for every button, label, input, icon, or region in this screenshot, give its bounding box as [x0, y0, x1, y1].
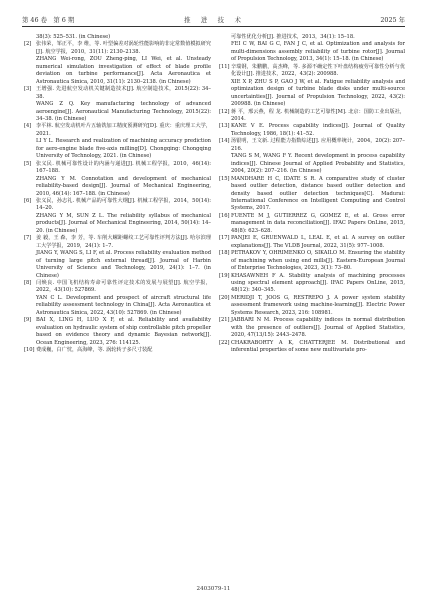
reference-text: MANDHARE H C, IDATE S R. A comparative study of cluster based outlier detection, distance based outlier detection and density based outlier detection techniques[C]. Madurai: International Conference on Intelligent Computing and Control Systems, 2017.: [231, 175, 405, 212]
reference-entry: [24, 161, 211, 176]
reference-number: [9]: [24, 317, 32, 324]
reference-text: 费成巍，白广忱，高海峰，等. 涡轮转子多尺寸装配: [36, 347, 153, 354]
reference-number: [14]: [219, 138, 230, 145]
reference-entry: [219, 109, 405, 124]
reference-text: PETRAKOV Y, OHRIMENKO O, SIKAILO M. Ensuring the stability of machining when using end mills[J]. Eastern-European Journal of Enterprise Technologies, 2023, 3(1): 73–80.: [231, 250, 405, 272]
reference-text: JABBARI N M. Process capability indices in normal distribution with the presence of outliers[J]. Journal of Applied Statistics, 2020, 47(13/15): 2443–2478.: [231, 317, 405, 339]
reference-number: [2]: [24, 41, 32, 48]
reference-number: [4]: [24, 123, 32, 130]
reference-entry: [24, 317, 211, 347]
reference-text: FUENTE M J, GUTIERREZ G, GOMEZ E, et al. Gross error management in data reconciliation[J]. IFAC Papers OnLine, 2015, 48(8): 623–628.: [231, 212, 405, 234]
reference-number: [22]: [219, 339, 230, 346]
reference-text: KHASAWNEH F A. Stability analysis of machining processes using spectral element approach[J]. IFAC Papers OnLine, 2015, 48(12): 340–345.: [231, 272, 405, 294]
reference-entry: [24, 101, 211, 123]
reference-text: 张义民，孙志礼. 机械产品的可靠性大纲[J]. 机械工程学报，2014，50(14): 14–20.: [36, 197, 211, 212]
reference-text: 张义民. 机械可靠性设计的内涵与递进[J]. 机械工程学报，2010，46(14): 167–188.: [36, 160, 211, 175]
reference-number: [16]: [219, 212, 230, 219]
reference-text: 王增强. 先进航空发动机关键制造技术[J]. 航空制造技术，2015(22): 34–38.: [36, 86, 211, 100]
reference-number: [12]: [219, 108, 230, 115]
reference-number: [13]: [219, 123, 230, 130]
reference-number: [18]: [219, 250, 230, 257]
reference-entry: [219, 153, 405, 175]
header-issue: 第 46 卷 第 6 期: [22, 16, 75, 24]
reference-number: [11]: [219, 63, 230, 70]
reference-number: [21]: [219, 317, 230, 324]
reference-number: [20]: [219, 294, 230, 301]
reference-entry: [219, 317, 405, 339]
reference-text: 辛瑞钢，朱鹏鹏，高杰峰，等. 多源不确定性下叶盘结构疲劳可靠性分析与优化设计[J]. 推进技术，2022，43(2): 200988.: [231, 63, 405, 78]
reference-entry: [24, 280, 211, 295]
reference-text: YAN C L. Development and prospect of aircraft structural life reliability assessment technology in China[J]. Acta Aeronautica et Astronautica Sinica, 2022, 43(10): 527869. (in Chinese): [36, 294, 211, 316]
reference-entry: [219, 340, 405, 355]
reference-text: ZHANG Y M. Connotation and development of mechanical reliability-based design[J]. Journal of Mechanical Engineering, 2010, 46(14): 167–188. (in Chinese): [36, 175, 211, 197]
reference-entry: [24, 250, 211, 280]
reference-text: 姜 毅，王 森，李 芳，等. 车削大螺距螺纹工艺可靠性评判方法[J]. 哈尔滨理工大学学报，2019，24(1): 1–7.: [36, 235, 211, 249]
reference-text: 汤银明，王文新. 过程能力指数综述[J]. 应用概率统计，2004，20(2): 207–216.: [231, 138, 405, 152]
reference-number: [7]: [24, 235, 32, 242]
reference-text: 38(3): 525–531. (in Chinese): [36, 34, 111, 40]
reference-text: XIE X P, ZHU S P, GAO J W, et al. Fatigue reliability analysis and optimization design of turbine blade disks under multi-source uncertainties[J]. Journal of Propulsion Technology, 2022, 43(2): 200988. (in Chinese): [231, 78, 405, 108]
reference-entry: [24, 295, 211, 317]
reference-text: 可靠性优化分析[J]. 推进技术，2013，34(1): 15–18.: [231, 34, 355, 40]
reference-entry: [219, 176, 405, 213]
reference-entry: [219, 79, 405, 109]
reference-entry: [24, 123, 211, 138]
reference-number: [19]: [219, 272, 230, 279]
reference-text: ZHANG Y M, SUN Z L. The reliability syllabus of mechanical products[J]. Journal of Mechanical Engineering, 2014, 50(14): 14–20. (in Chinese): [36, 212, 211, 234]
reference-entry: [219, 64, 405, 79]
reference-text: 蒋 平，邢云燕，程 龙. 机械制造的工艺可靠性[M]. 北京：国防工业出版社，2014.: [231, 108, 405, 122]
reference-text: MERIDJI T, JOOS G, RESTREPO J. A power system stability assessment framework using machine-learning[J]. Electric Power Systems Research, 2023, 216: 108981.: [231, 294, 405, 316]
reference-number: [10]: [24, 347, 35, 354]
reference-number: [5]: [24, 160, 32, 167]
running-header: [22, 14, 405, 27]
reference-number: [6]: [24, 197, 32, 204]
reference-text: 李平林. 航空发动机叶片五轴铣加工精度预测研究[D]. 重庆：重庆理工大学，2021.: [36, 123, 211, 137]
reference-entry: [24, 86, 211, 101]
reference-text: CHAKRABORTY A K, CHATTERJEE M. Distributional and inferential properties of some new multivariate pro-: [231, 339, 405, 354]
reference-entry: [24, 213, 211, 235]
reference-entry: [219, 273, 405, 295]
reference-entry: [219, 213, 405, 235]
reference-entry: [24, 56, 211, 86]
reference-entry: [24, 41, 211, 56]
reference-entry: [219, 250, 405, 272]
reference-entry: [24, 138, 211, 160]
reference-text: JIANG Y, WANG S, LI F, et al. Process reliability evaluation method of turning large pitch external thread[J]. Journal of Harbin University of Science and Technology, 2019, 24(1): 1–7. (in Chinese): [36, 250, 211, 279]
reference-entry: [24, 176, 211, 198]
reference-entry: [219, 34, 405, 41]
reference-number: [3]: [24, 86, 32, 93]
reference-number: [15]: [219, 175, 230, 182]
reference-number: [8]: [24, 279, 32, 286]
references-right-column: [219, 34, 405, 354]
reference-number: [17]: [219, 235, 230, 242]
reference-text: TANG S M, WANG F Y. Recent development in process capability indices[J]. Chinese Journal of Applied Probability and Statistics, 2004, 20(2): 207–216. (in Chinese): [231, 153, 405, 175]
reference-entry: [219, 235, 405, 250]
header-year: 2025 年: [380, 16, 405, 24]
reference-entry: [219, 295, 405, 317]
reference-entry: [219, 123, 405, 138]
reference-text: PANJEI E, GRUENWALD L, LEAL E, et al. A survey on outlier explanations[J]. The VLDB Journal, 2022, 31(5): 977–1008.: [231, 235, 405, 249]
reference-text: FEI C W, BAI G C, FAN J C, et al. Optimization and analysis for multi-dimensions assembly reliability of turbine rotor[J]. Journal of Propulsion Technology, 2013, 34(1): 15–18. (in Chinese): [231, 41, 405, 63]
reference-text: KANE V E. Process capability indices[J]. Journal of Quality Technology, 1986, 18(1): 41–52.: [231, 123, 405, 137]
reference-text: 闫焕良. 中国飞机结构寿命可靠性评定技术的发展与展望[J]. 航空学报，2022，43(10): 527869.: [36, 279, 211, 294]
reference-text: BAI X, LING H, LUO X F, et al. Reliability and availability evaluation on hydraulic system of ship controllable pitch propeller based on evidence theory and dynamic Bayesian network[J]. Ocean Engineering, 2023, 276: 114125.: [36, 317, 211, 346]
reference-entry: [24, 198, 211, 213]
reference-entry: [219, 41, 405, 63]
reference-text: LI Y L. Research and realization of machining accuracy prediction for aero-engine blade five-axis milling[D]. Chongqing: Chongqing University of Technology, 2021. (in Chinese): [36, 138, 211, 160]
header-journal-title: 推 进 技 术: [184, 16, 243, 24]
reference-entry: [24, 235, 211, 250]
reference-entry: [219, 138, 405, 153]
reference-text: ZHANG Wei-rong, ZOU Zheng-ping, LI Wei, et al. Unsteady numerical simulation investigation of effect of blade profile deviation on turbine performance[J]. Acta Aeronautica et Astronautica Sinica, 2010, 31(11): 2130–2138. (in Chinese): [36, 56, 211, 85]
references-left-column: [24, 34, 211, 354]
reference-text: 张伟荣，邹正平，李 维，等. 叶型偏差对涡轮性能影响的非定常数值模拟研究[J]. 航空学报，2010，31(11): 2130–2138.: [36, 41, 211, 55]
reference-text: WANG Z Q. Key manufacturing technology of advanced aeroengine[J]. Aeronautical Manufacturing Technology, 2015(22): 34–38. (in Chinese): [36, 101, 211, 122]
reference-entry: [24, 347, 211, 354]
page-number: 2403079-11: [196, 586, 231, 592]
